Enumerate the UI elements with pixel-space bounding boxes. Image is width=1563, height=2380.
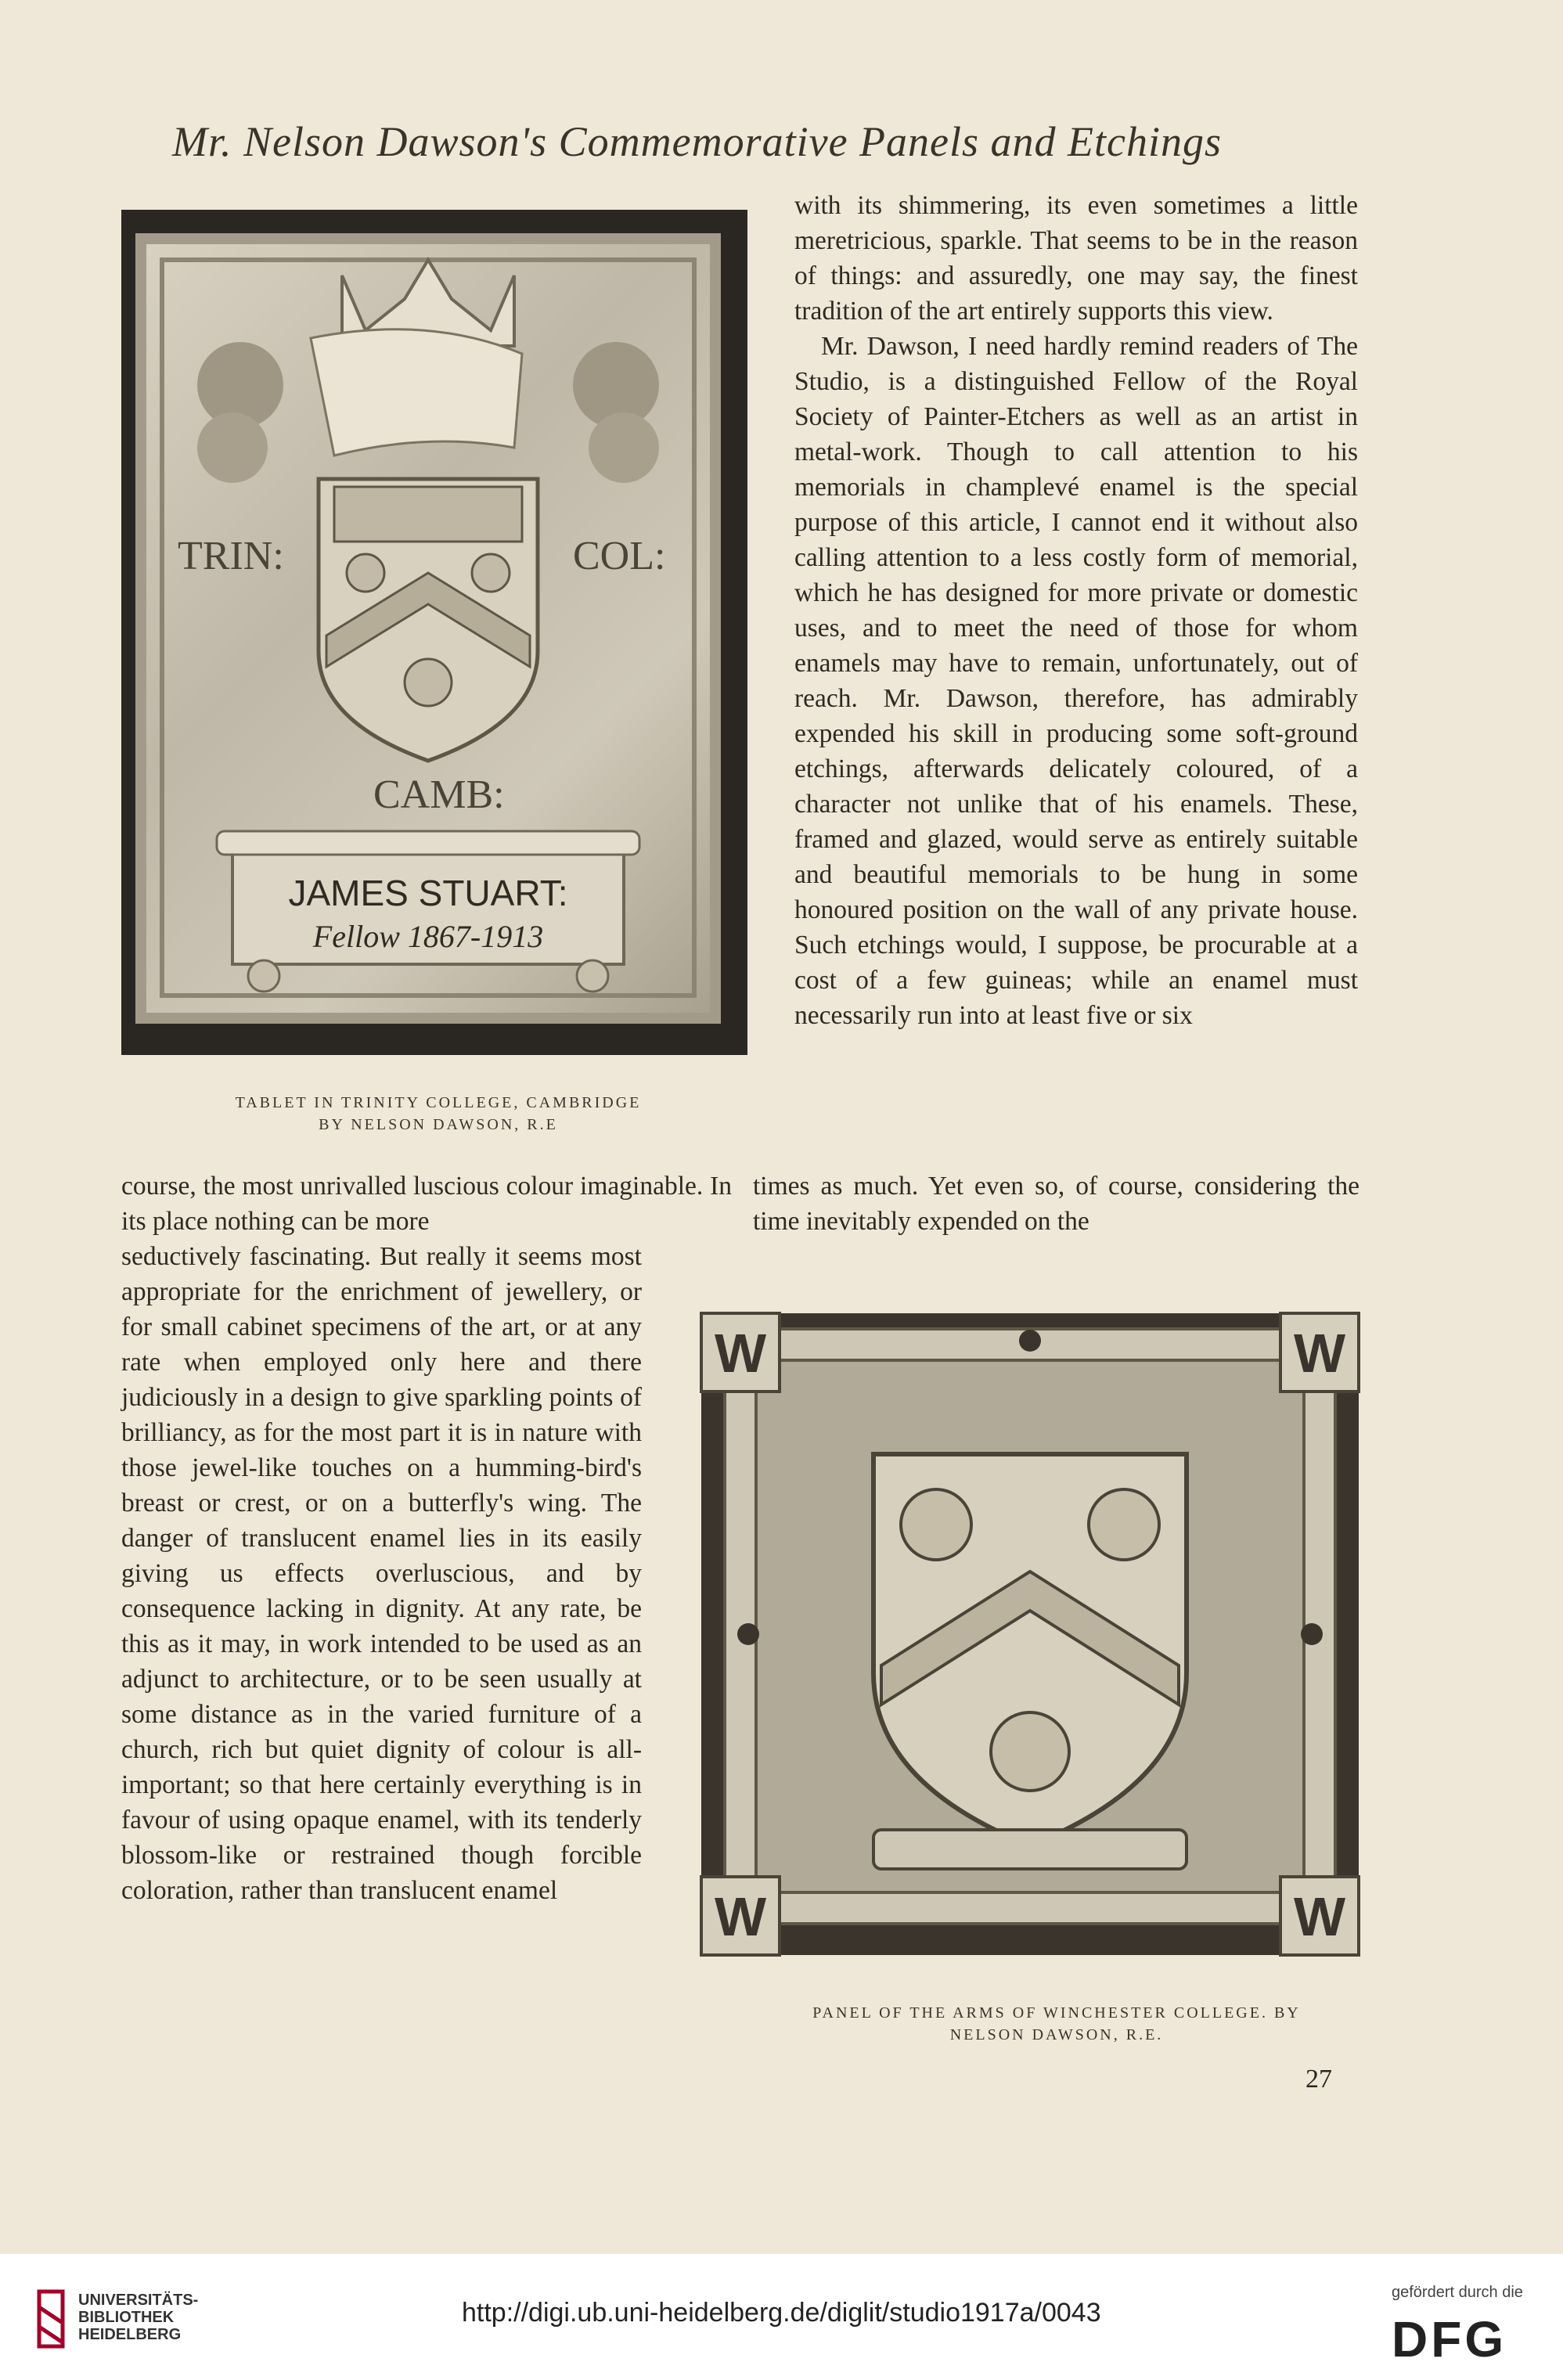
trinity-tablet-relief	[146, 244, 710, 1013]
library-name	[78, 2292, 198, 2343]
caption-winchester	[736, 2002, 1378, 2046]
corner-letter-tl: W	[714, 1323, 767, 1384]
footer-bar	[0, 2254, 1563, 2380]
library-name-line-3: HEIDELBERG	[78, 2326, 182, 2343]
paragraph: Mr. Dawson, I need hardly remind readers of The Studio, is a distinguished Fellow of the Royal Society of Painter-Etchers as well as an artist in metal-work. Though to call attention to his memorials in champlevé enamel is the special purpose of this article, I cannot end it without also calling attention to a less costly form of memorial, which he has designed for more private or domestic uses, and to meet the need of those for whom enamels may have to remain, unfortunately, out of reach. Mr. Dawson, therefore, has admirably expended his skill in producing some soft-ground etchings, afterwards delicately coloured, of a character not unlike that of his enamels. These, framed and glazed, would serve as entirely suitable and beautiful memorials to be hung in some honoured position on the wall of any private house. Such etchings would, I suppose, be procurable at a cost of a few guineas; while an enamel must necessarily run into at least five or six	[794, 332, 1358, 1030]
running-head: Mr. Nelson Dawson's Commemorative Panels and Etchings	[172, 118, 1222, 165]
corner-letter-bl: W	[714, 1886, 767, 1947]
paragraph: with its shimmering, its even sometimes a little meretricious, sparkle. That seems to be in the reason of things: and assuredly, one may say, the finest tradition of the art entirely supports this view.	[794, 191, 1358, 326]
tablet-dates: Fellow 1867-1913	[312, 919, 544, 954]
trin-label: TRIN:	[178, 534, 284, 578]
library-logo-icon	[31, 2284, 70, 2354]
right-column-upper	[794, 188, 1358, 1033]
right-column-continuation: times as much. Yet even so, of course, considering the time inevitably expended on the	[753, 1172, 1360, 1236]
left-column-lower: seductively fascinating. But really it seems most appropriate for the enrichment of jewellery, or for small cabinet specimens of the art, or at any rate when employed only here and there judiciously in a design to give sparkling points of brilliancy, as for the most part it is in nature with those jewel-like touches on a humming-bird's breast or crest, or on a butterfly's wing. The danger of translucent enamel lies in its easily giving us effects overluscious, and by consequence lacking in dignity. At any rate, be this as it may, in work intended to be used as an adjunct to architecture, or to be seen usually at some distance as in the varied furniture of a church, rich but quiet dignity of colour is all-important; so that here certainly everything is in favour of using opaque enamel, with its tenderly blossom-like or restrained though forcible coloration, rather than translucent enamel	[121, 1242, 642, 1905]
caption-winchester-line-2: NELSON DAWSON, R.E.	[949, 2026, 1164, 2043]
camb-label: CAMB:	[373, 772, 505, 817]
caption-trinity	[141, 1092, 736, 1136]
library-name-line-2: BIBLIOTHEK	[78, 2309, 175, 2326]
col-label: COL:	[573, 534, 666, 578]
tablet-name: JAMES STUART:	[288, 873, 568, 913]
dfg-logo: DFG	[1392, 2311, 1507, 2367]
winchester-panel-image	[678, 1282, 1379, 1971]
caption-winchester-line-1: PANEL OF THE ARMS OF WINCHESTER COLLEGE. BY	[812, 2004, 1301, 2022]
caption-trinity-line-2: BY NELSON DAWSON, R.E	[319, 1116, 558, 1133]
funded-by-label: gefördert durch die	[1392, 2284, 1523, 2301]
left-column-continuation: course, the most unrivalled luscious colour imaginable. In its place nothing can be more	[121, 1172, 732, 1236]
winchester-panel-relief	[678, 1282, 1379, 1971]
caption-trinity-line-1: TABLET IN TRINITY COLLEGE, CAMBRIDGE	[235, 1094, 642, 1111]
library-name-line-1: UNIVERSITÄTS-	[78, 2292, 199, 2309]
page-number: 27	[1306, 2065, 1332, 2094]
trinity-tablet-image	[121, 210, 747, 1055]
corner-letter-tr: W	[1293, 1323, 1346, 1384]
corner-letter-br: W	[1293, 1886, 1346, 1947]
source-url-link[interactable]: http://digi.ub.uni-heidelberg.de/diglit/studio1917a/0043	[462, 2298, 1101, 2328]
